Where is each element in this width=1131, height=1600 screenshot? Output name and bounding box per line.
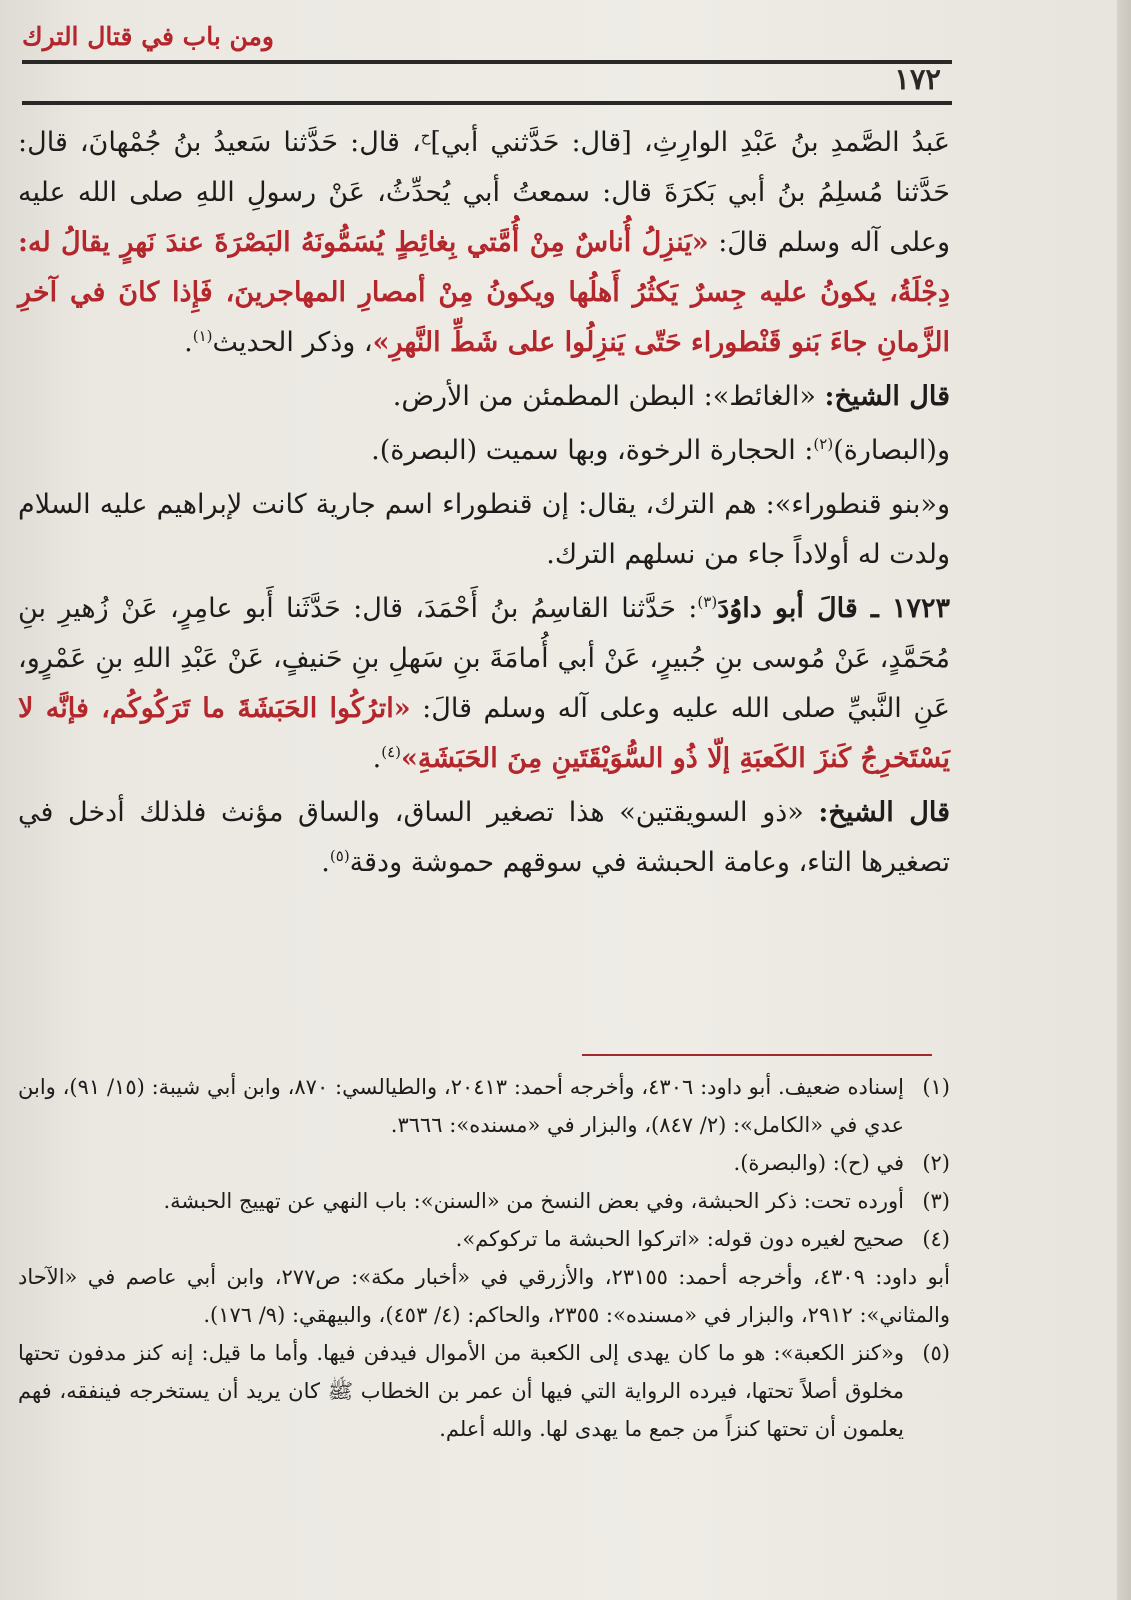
paragraph-sheikh-ghaith <box>18 372 950 422</box>
explanation-text: «الغائط»: البطن المطمئن من الأرض. <box>392 381 825 412</box>
end-punct: . <box>184 327 193 358</box>
footnote-number: (٣) <box>922 1189 950 1213</box>
hadith-number: ١٧٢٣ ـ <box>857 593 950 624</box>
manuscript-mark: ح <box>420 127 431 145</box>
footnote-item <box>18 1220 950 1258</box>
narrator-lead: قالَ أبو داوُدَ <box>717 593 858 624</box>
footnote-item <box>18 1334 950 1448</box>
header-rule <box>22 60 952 64</box>
footnote-ref-5[interactable]: (٥) <box>329 847 350 865</box>
explanation-text: : الحجارة الرخوة، وبها سميت (البصرة). <box>371 435 814 466</box>
paragraph-hadith-1723 <box>18 584 950 784</box>
footnote-text: أورده تحت: ذكر الحبشة، وفي بعض النسخ من «السنن»: باب النهي عن تهييج الحبشة. <box>163 1189 904 1213</box>
isnad-tail: ، وذكر الحديث <box>212 327 373 358</box>
isnad-text: عَبدُ الصَّمدِ بنُ عَبْدِ الوارِثِ، [قال: حَدَّثني أبي] <box>430 127 950 158</box>
explanation-text: «ذو السويقتين» هذا تصغير الساق، والساق مؤنث فلذلك أدخل في تصغيرها التاء، وعامة الحبشة في سوقهم حموشة ودقة <box>18 797 950 878</box>
main-text <box>18 118 950 888</box>
hadith-text: «اترُكُوا الحَبَشَةَ ما تَرَكُوكُم، فإنَّه لا يَسْتَخرِجُ كَنزَ الكَعبَةِ إلّا ذُو السُّوَيْقَتَينِ مِنَ الحَبَشَةِ» <box>18 693 950 774</box>
hadith-text: «يَنزِلُ أُناسٌ مِنْ أُمَّتي بِغائِطٍ يُسَمُّونَهُ البَصْرَةَ عندَ نَهرٍ يقالُ له: دِجْلَةُ، يكونُ عليه جِسرٌ يَكثُرُ أَهلُها ويكونُ مِنْ أمصارِ المهاجرينَ، فَإِذا كانَ في آخرِ الزَّمانِ جاءَ بَنو قَنْطوراء حَتّى يَنزِلُوا على شَطِّ النَّهرِ» <box>18 227 950 358</box>
term-basara: و(البصارة) <box>833 435 950 466</box>
footnote-text: و«كنز الكعبة»: هو ما كان يهدى إلى الكعبة من الأموال فيدفن فيها. وأما ما قيل: إنه كنز مدفون تحتها مخلوق أصلاً تحتها، فيرده الرواية التي فيها أن عمر بن الخطاب ﷺ كان يريد أن يستخرجه فينفقه، فهم يعلمون أن تحتها كنزاً من جمع ما يهدى لها. والله أعلم. <box>18 1341 904 1441</box>
footnote-number: (٤) <box>922 1227 950 1251</box>
header-rule-lower <box>22 101 952 105</box>
sheikh-label: قال الشيخ: <box>824 381 950 412</box>
explanation-text: و«بنو قنطوراء»: هم الترك، يقال: إن قنطوراء اسم جارية كانت لإبراهيم عليه السلام ولدت له أولاداً جاء من نسلهم الترك. <box>18 489 950 570</box>
isnad-text-cont: ، قال: حَدَّثنا سَعيدُ بنُ جُمْهانَ، قال: حَدَّثنا مُسلِمُ بنُ أبي بَكرَةَ قال: سمعتُ أبي يُحدِّثُ، عَنْ رسولِ اللهِ صلى الله عليه وعلى آله وسلم قالَ: <box>18 127 951 258</box>
end-punct: . <box>321 847 330 878</box>
footnote-item <box>18 1182 950 1220</box>
isnad-text: : حَدَّثنا القاسِمُ بنُ أَحْمَدَ، قال: حَدَّثَنا أَبو عامِرٍ، عَنْ زُهيرِ بنِ مُحَمَّدٍ، عَنْ مُوسى بنِ جُبيرٍ، عَنْ أبي أُمامَةَ بنِ سَهلِ بنِ حَنيفٍ، عَنْ عَبْدِ اللهِ بنِ عَمْرٍو، عَنِ النَّبيِّ صلى الله عليه وعلى آله وسلم قالَ: <box>18 593 950 724</box>
end-punct: . <box>372 743 382 774</box>
footnotes <box>18 1068 950 1448</box>
footnote-ref-4[interactable]: (٤) <box>381 743 401 761</box>
running-header-title: ومن باب في قتال الترك <box>22 22 274 51</box>
footnote-item <box>18 1144 950 1182</box>
footnote-continuation: أبو داود: ٤٣٠٩، وأخرجه أحمد: ٢٣١٥٥، والأزرقي في «أخبار مكة»: ص٢٧٧، وابن أبي عاصم في «الآحاد والمثاني»: ٢٩١٢، والبزار في «مسنده»: ٢٣٥٥، والحاكم: (٤/ ٤٥٣)، والبيهقي: (٩/ ١٧٦). <box>18 1265 950 1327</box>
footnote-number: (١) <box>922 1075 950 1099</box>
footnote-text: في (ح): (والبصرة). <box>733 1151 904 1175</box>
paragraph-sheikh-suwayqatayn <box>18 788 950 888</box>
footnote-number: (٥) <box>922 1341 950 1365</box>
footnote-number: (٢) <box>922 1151 950 1175</box>
footnote-separator <box>582 1054 932 1056</box>
footnote-ref-2[interactable]: (٢) <box>813 435 834 453</box>
footnote-item <box>18 1068 950 1144</box>
footnote-ref-3[interactable]: (٣) <box>697 593 718 611</box>
footnote-ref-1[interactable]: (١) <box>192 327 213 345</box>
paragraph-qantura <box>18 480 950 580</box>
footnote-text: صحيح لغيره دون قوله: «اتركوا الحبشة ما تركوكم». <box>455 1227 904 1251</box>
paragraph-basara <box>18 426 950 476</box>
paragraph-isnad <box>18 118 950 368</box>
page-edge <box>1117 0 1131 1600</box>
footnote-text: إسناده ضعيف. أبو داود: ٤٣٠٦، وأخرجه أحمد: ٢٠٤١٣، والطيالسي: ٨٧٠، وابن أبي شيبة: (١٥/ ٩١)، وابن عدي في «الكامل»: (٢/ ٨٤٧)، والبزار في «مسنده»: ٣٦٦٦. <box>18 1075 905 1137</box>
sheikh-label: قال الشيخ: <box>818 797 950 828</box>
page-number: ١٧٢ <box>894 62 941 96</box>
